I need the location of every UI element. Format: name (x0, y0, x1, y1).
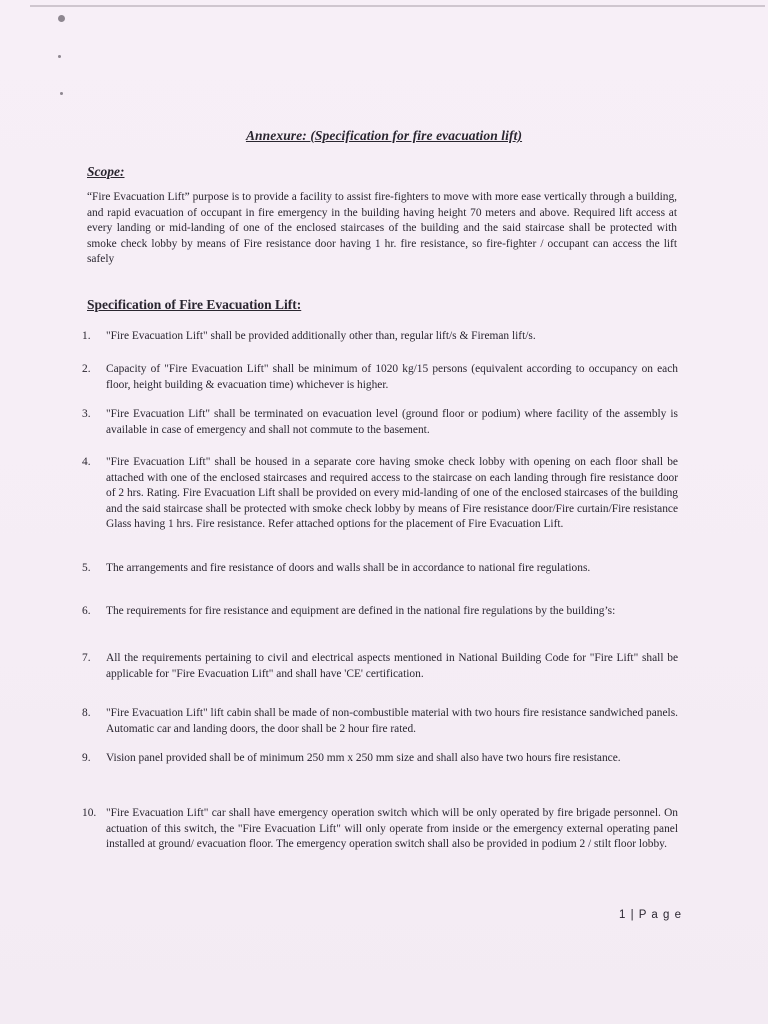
list-item (82, 561, 678, 577)
list-item (82, 751, 678, 767)
list-item-number: 9. (82, 752, 91, 764)
list-item (82, 604, 678, 620)
list-item (82, 362, 678, 393)
page-title: Annexure: (Specification for fire evacuation lift) (245, 128, 523, 143)
list-item (82, 455, 678, 533)
list-item-number: 2. (82, 363, 91, 375)
scan-mark (58, 15, 65, 22)
list-item-text: The requirements for fire resistance and equipment are defined in the national fire regulations by the building’s: (106, 605, 616, 617)
list-item (82, 806, 678, 853)
list-item-number: 7. (82, 652, 91, 664)
list-item-number: 4. (82, 456, 91, 468)
list-item (82, 407, 678, 438)
page-number: 1 | P a g e (619, 909, 683, 921)
list-item-number: 3. (82, 408, 91, 420)
scope-heading: Scope: (87, 164, 125, 179)
list-item (82, 329, 678, 345)
list-item (82, 706, 678, 737)
specification-heading: Specification of Fire Evacuation Lift: (87, 297, 302, 312)
list-item-number: 1. (82, 330, 91, 342)
scope-paragraph: “Fire Evacuation Lift” purpose is to provide a facility to assist fire-fighters to move with more ease vertically through a building, and rapid evacuation of occupant in fire emergency in the building having height 70 meters and above. Required lift access at every landing or mid-landing of one of the enclosed staircases of the building and the said staircase shall be protected with smoke check lobby by means of Fire resistance door having 1 hr. fire resistance, so fire-fighter / occupant can access the lift safely (87, 191, 677, 265)
list-item-text: Vision panel provided shall be of minimum 250 mm x 250 mm size and shall also have two hours fire resistance. (106, 752, 621, 764)
list-item-text: All the requirements pertaining to civil and electrical aspects mentioned in National Building Code for "Fire Lift" shall be applicable for "Fire Evacuation Lift" and shall have 'CE' certification. (106, 652, 678, 680)
list-item-number: 5. (82, 562, 91, 574)
page-top-edge (30, 5, 765, 7)
list-item-number: 10. (82, 807, 97, 819)
list-item-text: "Fire Evacuation Lift" shall be housed in a separate core having smoke check lobby with opening on each floor shall be attached with one of the enclosed staircases and required access to the staircase on each landing through fire resistance door of 2 hrs. Rating. Fire Evacuation Lift shall be provided on every mid-landing of one of the enclosed staircases of the building and the said staircase shall be protected with smoke check lobby by means of Fire resistance door/Fire curtain/Fire resistance Glass having 1 hrs. Fire resistance. Refer attached options for the placement of Fire Evacuation Lift. (106, 456, 678, 530)
list-item-text: "Fire Evacuation Lift" lift cabin shall be made of non-combustible material with two hours fire resistance sandwiched panels. Automatic car and landing doors, the door shall be 2 hour fire rated. (106, 707, 678, 735)
list-item-text: "Fire Evacuation Lift" shall be terminated on evacuation level (ground floor or podium) where facility of the assembly is available in case of emergency and shall not commute to the basement. (106, 408, 678, 436)
list-item-text: The arrangements and fire resistance of doors and walls shall be in accordance to national fire regulations. (106, 562, 591, 574)
list-item-text: "Fire Evacuation Lift" car shall have emergency operation switch which will be only operated by fire brigade personnel. On actuation of this switch, the "Fire Evacuation Lift" will only operate from inside or the emergency external operating panel installed at ground/ evacuation floor. The emergency operation switch shall also be provided in podium 2 / stilt floor lobby. (106, 807, 678, 850)
list-item-number: 6. (82, 605, 91, 617)
list-item-text: Capacity of "Fire Evacuation Lift" shall be minimum of 1020 kg/15 persons (equivalent according to occupancy on each floor, height building & evacuation time) whichever is higher. (106, 363, 678, 391)
scan-mark (60, 92, 63, 95)
scan-mark (58, 55, 61, 58)
list-item-number: 8. (82, 707, 91, 719)
list-item (82, 651, 678, 682)
list-item-text: "Fire Evacuation Lift" shall be provided additionally other than, regular lift/s & Fireman lift/s. (106, 330, 536, 342)
